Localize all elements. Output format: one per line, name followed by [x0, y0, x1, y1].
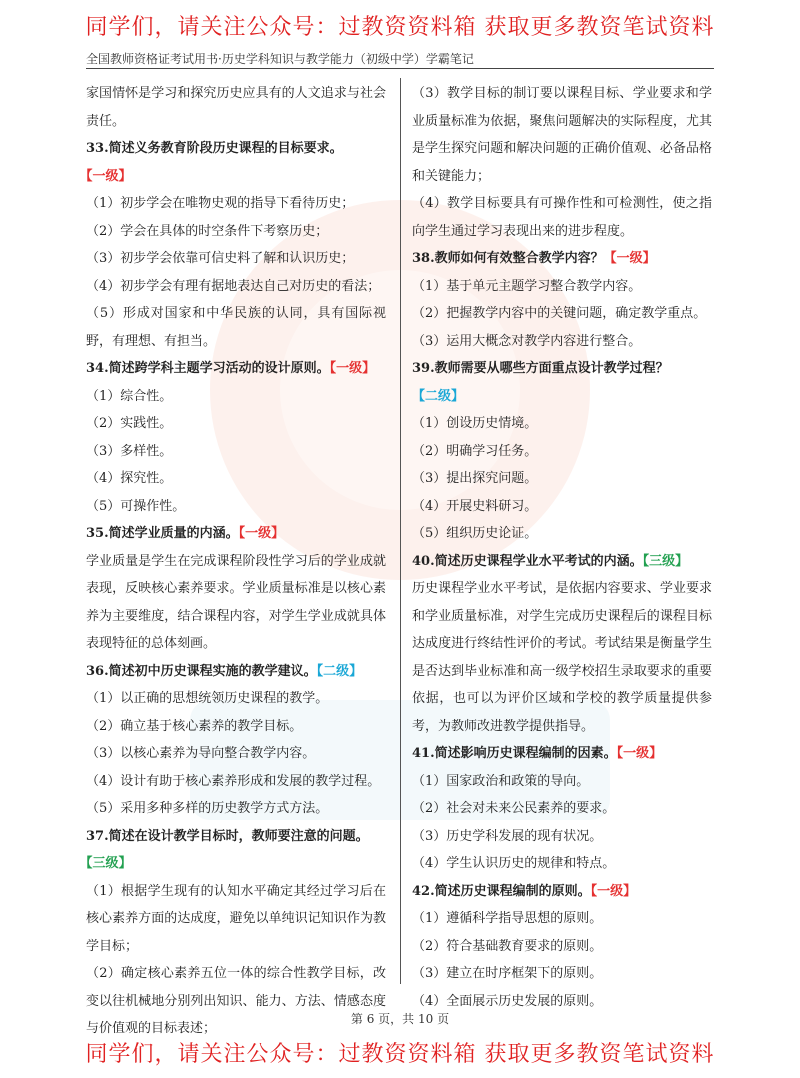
question-39-title: 39.教师需要从哪些方面重点设计教学过程？	[412, 361, 669, 376]
question-40	[412, 548, 712, 576]
answer-item: （1）以正确的思想统领历史课程的教学。	[86, 691, 329, 706]
answer-item: （2）学会在具体的时空条件下考察历史；	[86, 223, 329, 239]
answer-item: （3）初步学会依靠可信史料了解和认识历史；	[86, 251, 355, 266]
question-39	[412, 355, 712, 410]
question-41	[412, 740, 712, 768]
answer-paragraph: 历史课程学业水平考试，是依据内容要求、学业要求和学业质量标准，对学生完成历史课程后的课程目标达成度进行终结性评价的考试。考试结果是衡量学生是否达到毕业标准和高一级学校招生录取要求的重要依据，也可以为评价区域和学校的教学质量提供参考，为教师改进教学提供指导。	[412, 581, 712, 734]
answer-item: （2）社会对未来公民素养的要求。	[412, 801, 616, 816]
level-badge: 【二级】	[316, 663, 363, 679]
question-35	[86, 520, 386, 548]
answer-item: （4）全面展示历史发展的原则。	[412, 993, 603, 1009]
answer-item: （3）以核心素养为导向整合教学内容。	[86, 746, 316, 761]
answer-item: （4）开展史料研习。	[412, 498, 538, 514]
level-badge: 【三级】	[86, 856, 132, 871]
column-divider	[400, 78, 401, 984]
header-rule	[86, 68, 714, 69]
question-35-title: 35.简述学业质量的内涵。	[86, 526, 239, 541]
question-37-title: 37.简述在设计教学目标时，教师要注意的问题。	[86, 828, 369, 844]
promo-banner-top: 同学们，请关注公众号：过教资资料箱 获取更多教资笔试资料	[85, 15, 715, 40]
question-38	[412, 245, 712, 273]
intro-paragraph: 家国情怀是学习和探究历史应具有的人文追求与社会责任。	[86, 86, 386, 129]
answer-item: （5）形成对国家和中华民族的认同，具有国际视野，有理想、有担当。	[86, 306, 386, 349]
answer-item: （4）探究性。	[86, 471, 173, 486]
answer-item: （2）确定核心素养五位一体的综合性教学目标，改变以往机械地分别列出知识、能力、方法、情感态度与价值观的目标表述；	[86, 966, 386, 1036]
level-badge: 【二级】	[412, 388, 465, 404]
answer-item: （3）提出探究问题。	[412, 471, 538, 486]
level-badge: 【一级】	[329, 361, 376, 376]
answer-item: （2）符合基础教育要求的原则。	[412, 938, 603, 954]
answer-item: （4）学生认识历史的规律和特点。	[412, 856, 616, 871]
question-34-title: 34.简述跨学科主题学习活动的设计原则。	[86, 361, 330, 376]
answer-item: （3）建立在时序框架下的原则。	[412, 966, 603, 981]
answer-item: （1）遵循科学指导思想的原则。	[412, 911, 603, 926]
answer-item: （4）初步学会有理有据地表达自己对历史的看法；	[86, 278, 381, 294]
level-badge: 【一级】	[603, 251, 656, 266]
level-badge: 【一级】	[86, 168, 132, 184]
answer-item: （3）运用大概念对教学内容进行整合。	[412, 333, 642, 349]
question-41-title: 41.简述影响历史课程编制的因素。	[412, 746, 617, 761]
answer-item: （5）组织历史论证。	[412, 526, 538, 541]
answer-item: （1）综合性。	[86, 388, 173, 404]
question-36-title: 36.简述初中历史课程实施的教学建议。	[86, 663, 317, 679]
question-37	[86, 823, 386, 878]
answer-item: （3）多样性。	[86, 443, 173, 459]
right-column	[412, 80, 712, 1015]
question-42-title: 42.简述历史课程编制的原则。	[412, 883, 591, 899]
answer-item: （2）确立基于核心素养的教学目标。	[86, 718, 303, 734]
level-badge: 【一级】	[590, 883, 637, 899]
question-36	[86, 658, 386, 686]
answer-item: （3）教学目标的制订要以课程目标、学业要求和学业质量标准为依据，聚焦问题解决的实际程度，尤其是学生探究问题和解决问题的正确价值观、必备品格和关键能力；	[412, 86, 712, 184]
answer-item: （1）根据学生现有的认知水平确定其经过学习后在核心素养方面的达成度，避免以单纯识记知识作为教学目标；	[86, 883, 386, 954]
answer-item: （4）教学目标要具有可操作性和可检测性，使之指向学生通过学习表现出来的进步程度。	[412, 196, 712, 239]
left-column	[86, 80, 386, 1043]
answer-paragraph: 学业质量是学生在完成课程阶段性学习后的学业成就表现，反映核心素养要求。学业质量标准是以核心素养为主要维度，结合课程内容，对学生学业成就具体表现特征的总体刻画。	[86, 553, 386, 651]
question-38-title: 38.教师如何有效整合教学内容？	[412, 251, 604, 266]
answer-item: （5）可操作性。	[86, 498, 186, 514]
answer-item: （1）基于单元主题学习整合教学内容。	[412, 278, 642, 294]
answer-item: （1）国家政治和政策的导向。	[412, 773, 590, 789]
promo-banner-bottom: 同学们，请关注公众号：过教资资料箱 获取更多教资笔试资料	[85, 1042, 715, 1067]
level-badge: 【一级】	[616, 746, 663, 761]
page-number: 第 6 页，共 10 页	[350, 1012, 450, 1026]
answer-item: （2）实践性。	[86, 416, 173, 431]
question-33-title: 33.简述义务教育阶段历史课程的目标要求。	[86, 141, 343, 156]
answer-item: （3）历史学科发展的现有状况。	[412, 828, 603, 844]
answer-item: （2）明确学习任务。	[412, 443, 538, 459]
question-34	[86, 355, 386, 383]
answer-item: （1）初步学会在唯物史观的指导下看待历史；	[86, 196, 355, 211]
question-42	[412, 878, 712, 906]
question-33	[86, 135, 386, 190]
book-subtitle: 全国教师资格证考试用书·历史学科知识与教学能力（初级中学）学霸笔记	[86, 52, 474, 66]
answer-item: （1）创设历史情境。	[412, 416, 538, 431]
level-badge: 【三级】	[642, 553, 689, 569]
question-40-title: 40.简述历史课程学业水平考试的内涵。	[412, 553, 643, 569]
answer-item: （5）采用多种多样的历史教学方式方法。	[86, 801, 329, 816]
answer-item: （4）设计有助于核心素养形成和发展的教学过程。	[86, 773, 381, 789]
answer-item: （2）把握教学内容中的关键问题，确定教学重点。	[412, 306, 707, 321]
level-badge: 【一级】	[238, 526, 285, 541]
